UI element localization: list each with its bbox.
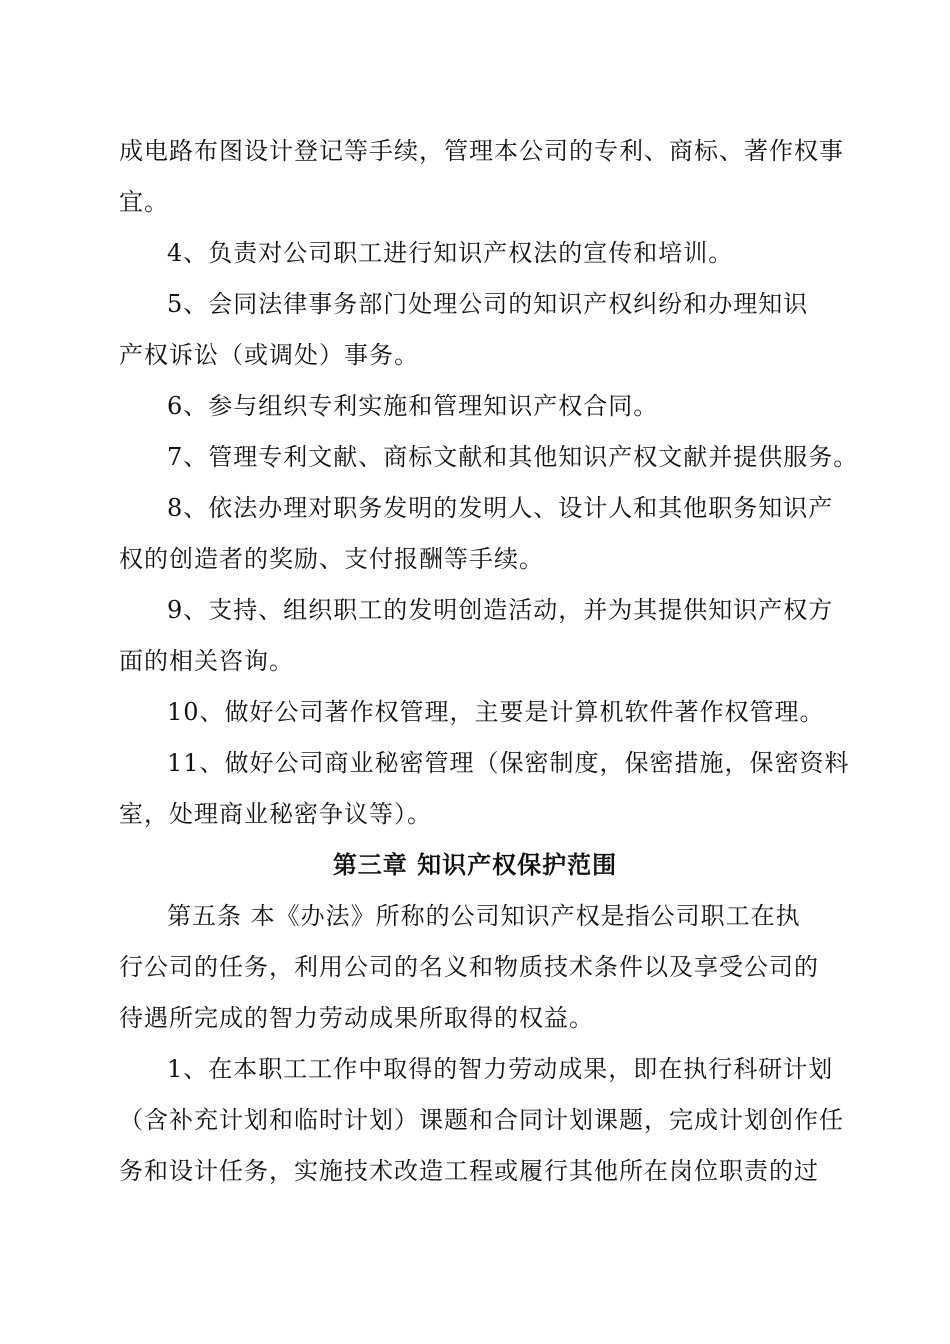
paragraph-line: 行公司的任务，利用公司的名义和物质技术条件以及享受公司的 bbox=[119, 953, 819, 981]
paragraph-line: 权的创造者的奖励、支付报酬等手续。 bbox=[119, 545, 544, 573]
paragraph-line: 成电路布图设计登记等手续，管理本公司的专利、商标、著作权事 bbox=[119, 137, 844, 165]
list-item-4: 4、负责对公司职工进行知识产权法的宣传和培训。 bbox=[167, 239, 734, 267]
list-item-11: 11、做好公司商业秘密管理（保密制度，保密措施，保密资料 bbox=[167, 749, 850, 777]
paragraph-line: 务和设计任务，实施技术改造工程或履行其他所在岗位职责的过 bbox=[119, 1157, 819, 1185]
list-item-1: 1、在本职工工作中取得的智力劳动成果，即在执行科研计划 bbox=[167, 1055, 834, 1083]
paragraph-line: 面的相关咨询。 bbox=[119, 647, 294, 675]
list-item-5: 5、会同法律事务部门处理公司的知识产权纠纷和办理知识 bbox=[167, 290, 809, 318]
article-five: 第五条 本《办法》所称的公司知识产权是指公司职工在执 bbox=[167, 902, 801, 930]
list-item-10: 10、做好公司著作权管理，主要是计算机软件著作权管理。 bbox=[167, 698, 825, 726]
list-item-7: 7、管理专利文献、商标文献和其他知识产权文献并提供服务。 bbox=[167, 443, 859, 471]
paragraph-line: 宜。 bbox=[119, 188, 169, 216]
list-item-6: 6、参与组织专利实施和管理知识产权合同。 bbox=[167, 392, 659, 420]
paragraph-line: （含补充计划和临时计划）课题和合同计划课题，完成计划创作任 bbox=[119, 1106, 844, 1134]
paragraph-line: 待遇所完成的智力劳动成果所取得的权益。 bbox=[119, 1004, 594, 1032]
paragraph-line: 室，处理商业秘密争议等）。 bbox=[119, 800, 432, 828]
list-item-9: 9、支持、组织职工的发明创造活动，并为其提供知识产权方 bbox=[167, 596, 834, 624]
chapter-heading: 第三章 知识产权保护范围 bbox=[332, 851, 618, 879]
paragraph-line: 产权诉讼（或调处）事务。 bbox=[119, 341, 419, 369]
list-item-8: 8、依法办理对职务发明的发明人、设计人和其他职务知识产 bbox=[167, 494, 834, 522]
